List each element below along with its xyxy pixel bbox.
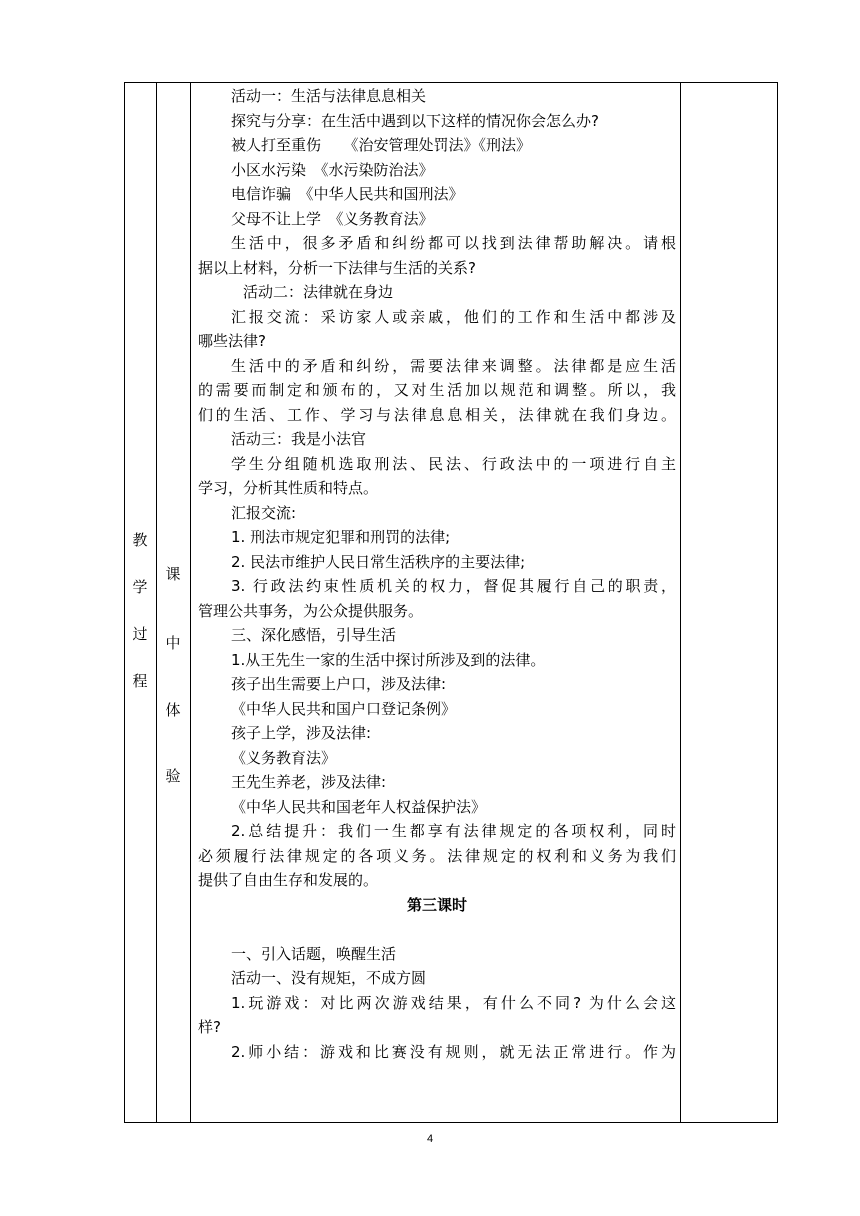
list-item: 3. 行政法约束性质机关的权力，督促其履行自己的职责， <box>231 577 676 595</box>
content-line: 必须履行法律规定的各项义务。法律规定的权利和义务为我们 <box>198 846 676 865</box>
table-border <box>680 82 681 1123</box>
content-line: 生活中，很多矛盾和纠纷都可以找到法律帮助解决。请根 <box>231 234 676 252</box>
section-heading: 三、深化感悟，引导生活 <box>231 626 397 644</box>
content-line: 据以上材料，分析一下法律与生活的关系? <box>198 258 476 277</box>
case-line: 父母不让上学 《义务教育法》 <box>231 209 434 228</box>
activity-heading: 活动一、没有规矩，不成方圆 <box>231 969 427 987</box>
lesson-period-title: 第三课时 <box>406 895 467 914</box>
content-line: 汇报交流: <box>231 503 297 522</box>
stage-label-char: 中 <box>165 634 181 652</box>
activity-heading: 活动一：生活与法律息息相关 <box>231 87 427 105</box>
content-line: 们的生活、工作、学习与法律息息相关，法律就在我们身边。 <box>198 405 676 424</box>
content-line: 样? <box>198 1018 221 1036</box>
list-item: 1. 刑法市规定犯罪和刑罚的法律; <box>231 528 451 546</box>
content-line: 孩子出生需要上户口，涉及法律: <box>231 675 447 693</box>
content-line: 学习，分析其性质和特点。 <box>198 479 379 497</box>
section-label-char: 学 <box>132 578 148 596</box>
activity-heading: 活动二：法律就在身边 <box>243 283 394 301</box>
table-border <box>777 82 778 1123</box>
content-line: 1.从王先生一家的生活中探讨所涉及到的法律。 <box>231 650 546 669</box>
content-line: 管理公共事务，为公众提供服务。 <box>198 601 424 620</box>
section-heading: 一、引入话题，唤醒生活 <box>231 944 397 963</box>
law-title: 《中华人民共和国户口登记条例》 <box>231 699 457 718</box>
activity-heading: 活动三：我是小法官 <box>231 430 367 448</box>
law-title: 《中华人民共和国老年人权益保护法》 <box>231 797 487 816</box>
section-label-char: 教 <box>132 531 148 549</box>
content-line: 1.玩游戏：对比两次游戏结果，有什么不同? 为什么会这 <box>231 993 676 1012</box>
section-label-char: 程 <box>132 672 148 690</box>
content-line: 2.师小结：游戏和比赛没有规则，就无法正常进行。作为 <box>231 1042 676 1061</box>
content-line: 学生分组随机选取刑法、民法、行政法中的一项进行自主 <box>231 454 676 473</box>
content-line: 王先生养老，涉及法律: <box>231 773 387 791</box>
stage-label-char: 体 <box>165 701 181 719</box>
content-line: 的需要而制定和颁布的，又对生活加以规范和调整。所以，我 <box>198 381 676 399</box>
content-line: 生活中的矛盾和纠纷，需要法律来调整。法律都是应生活 <box>231 356 676 375</box>
content-line: 孩子上学，涉及法律: <box>231 724 372 742</box>
stage-label-char: 课 <box>165 565 181 583</box>
list-item: 2. 民法市维护人民日常生活秩序的主要法律; <box>231 552 526 571</box>
case-line: 小区水污染 《水污染防治法》 <box>231 160 434 179</box>
page-number: 4 <box>426 1133 434 1145</box>
section-label-char: 过 <box>132 625 148 643</box>
case-line: 电信诈骗 《中华人民共和国刑法》 <box>231 185 464 203</box>
law-title: 《义务教育法》 <box>231 748 337 767</box>
table-border <box>124 82 125 1123</box>
lesson-content <box>198 84 676 1064</box>
content-line: 提供了自由生存和发展的。 <box>198 871 379 889</box>
table-border <box>156 82 157 1123</box>
stage-label-char: 验 <box>165 767 181 785</box>
case-line: 被人打至重伤 《治安管理处罚法》《刑法》 <box>231 136 532 154</box>
blank-line <box>198 917 676 942</box>
content-line: 探究与分享：在生活中遇到以下这样的情况你会怎么办? <box>231 111 599 130</box>
content-line: 汇报交流：采访家人或亲戚，他们的工作和生活中都涉及 <box>231 307 676 326</box>
table-border <box>190 82 191 1123</box>
content-line: 哪些法律? <box>198 332 266 350</box>
content-line: 2.总结提升：我们一生都享有法律规定的各项权利，同时 <box>231 822 676 840</box>
